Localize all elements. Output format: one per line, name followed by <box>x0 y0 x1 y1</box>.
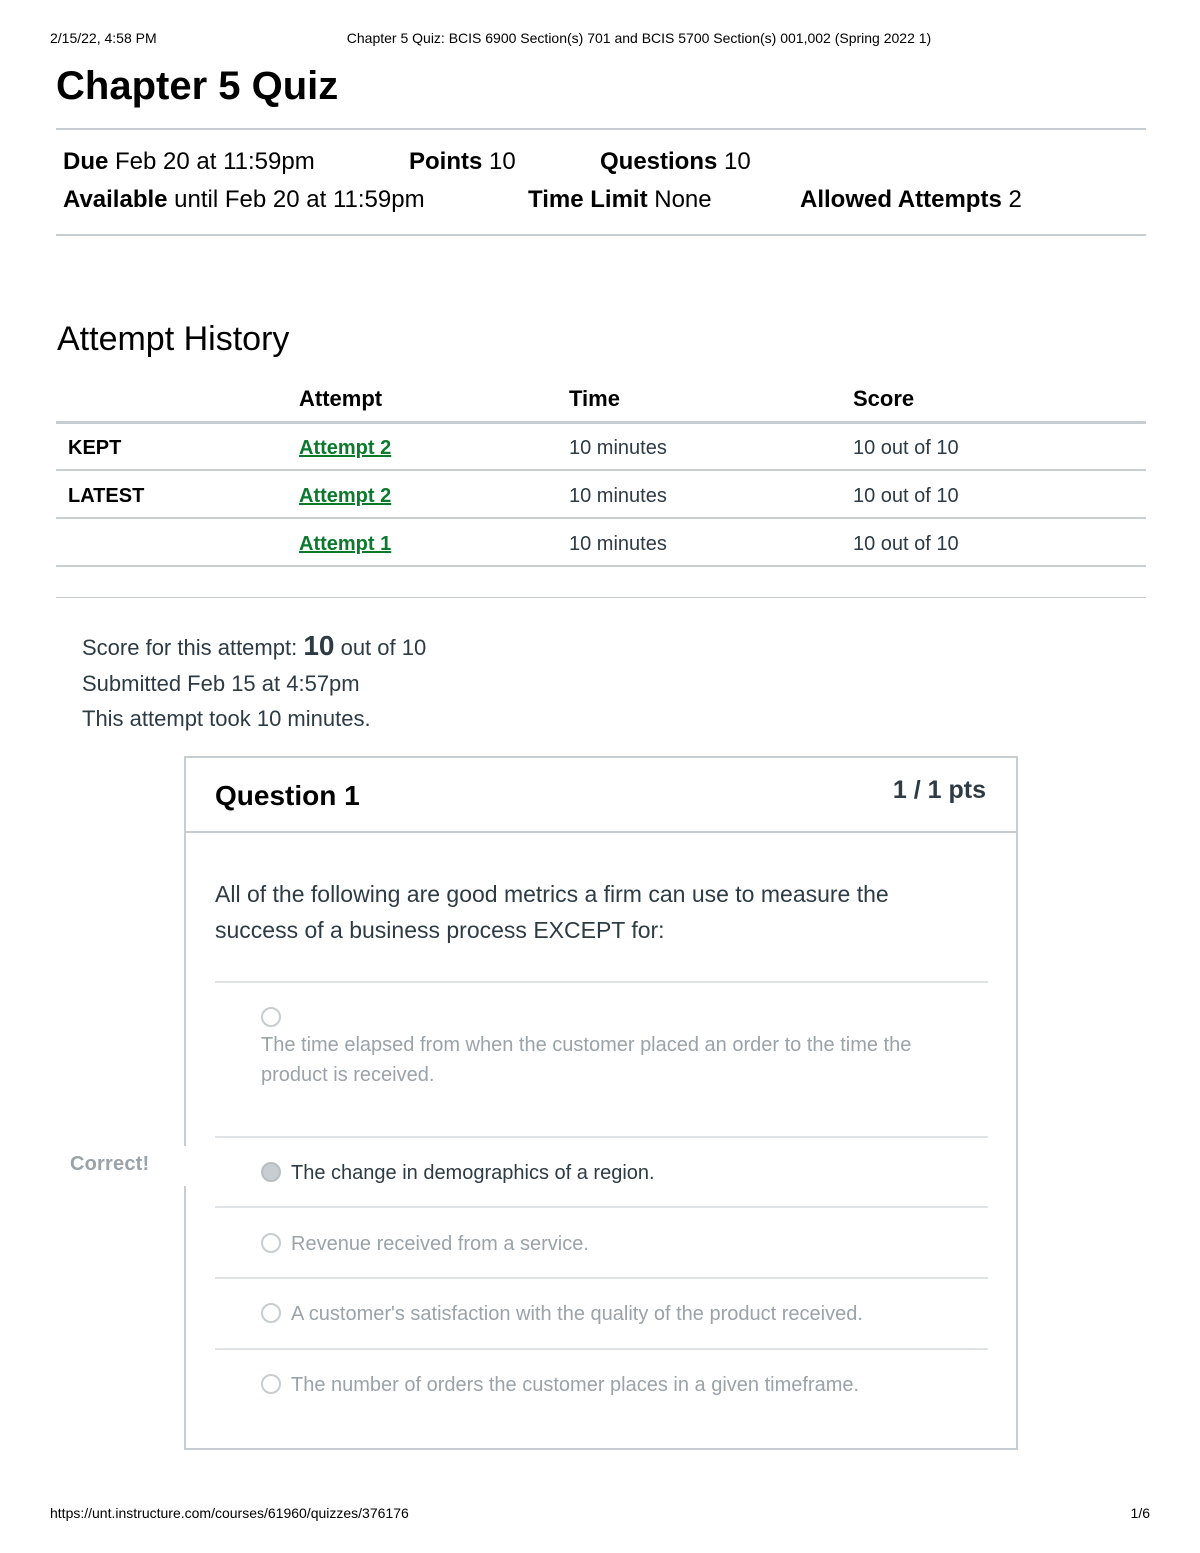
print-date: 2/15/22, 4:58 PM <box>50 30 157 46</box>
print-url: https://unt.instructure.com/courses/61960/quizzes/376176 <box>50 1505 409 1521</box>
row-status-label: LATEST <box>68 485 145 507</box>
print-header <box>50 30 1150 50</box>
page-title: Chapter 5 Quiz <box>56 64 339 108</box>
questions-detail <box>600 148 751 176</box>
question-text: All of the following are good metrics a firm can use to measure the success of a business process EXCEPT for: <box>215 881 889 943</box>
available-label: Available <box>63 186 168 213</box>
table-row <box>56 471 1146 519</box>
answer-divider <box>215 1136 988 1138</box>
due-detail <box>63 148 315 176</box>
radio-icon[interactable] <box>261 1374 281 1394</box>
answer-divider <box>215 1206 988 1208</box>
table-row <box>56 519 1146 567</box>
answer-divider <box>215 1348 988 1350</box>
print-page-number: 1/6 <box>1130 1505 1150 1521</box>
attempt-time: 10 minutes <box>569 437 667 459</box>
score-suffix: out of 10 <box>334 635 427 660</box>
attempt-score: 10 out of 10 <box>853 533 959 555</box>
score-value: 10 <box>303 630 335 661</box>
row-status-label: KEPT <box>68 437 122 459</box>
attempt-link[interactable]: Attempt 2 <box>299 437 392 459</box>
allowed-attempts-label: Allowed Attempts <box>800 186 1002 213</box>
attempt-score-summary <box>82 630 426 662</box>
answer-text: Revenue received from a service. <box>291 1233 589 1255</box>
table-row <box>56 423 1146 471</box>
question-card <box>184 756 1018 1450</box>
radio-icon[interactable] <box>261 1303 281 1323</box>
column-header-attempt: Attempt <box>299 386 383 411</box>
time-limit-value: None <box>654 186 712 213</box>
answer-text: The change in demographics of a region. <box>291 1162 655 1184</box>
time-limit-label: Time Limit <box>528 186 648 213</box>
questions-value: 10 <box>724 148 751 175</box>
print-doc-title: Chapter 5 Quiz: BCIS 6900 Section(s) 701 and BCIS 5700 Section(s) 001,002 (Spring 2022 1) <box>346 30 932 46</box>
allowed-attempts-detail <box>800 186 1022 214</box>
attempt-history-title: Attempt History <box>57 320 290 358</box>
due-label: Due <box>63 148 109 175</box>
divider <box>56 128 1146 130</box>
answer-text: The time elapsed from when the customer placed an order to the time the product is received. <box>261 1034 912 1086</box>
divider <box>56 234 1146 236</box>
divider <box>56 597 1146 598</box>
attempt-time: 10 minutes <box>569 533 667 555</box>
answer-divider <box>215 981 988 983</box>
column-header-score: Score <box>853 386 915 411</box>
points-label: Points <box>409 148 483 175</box>
correct-answer-tag <box>60 1146 186 1186</box>
submitted-text: Submitted Feb 15 at 4:57pm <box>82 671 360 696</box>
question-header <box>186 758 1016 833</box>
answer-text: A customer's satisfaction with the quality of the product received. <box>291 1303 863 1325</box>
radio-icon[interactable] <box>261 1007 281 1027</box>
questions-label: Questions <box>600 148 718 175</box>
points-value: 10 <box>489 148 516 175</box>
attempt-score: 10 out of 10 <box>853 437 959 459</box>
allowed-attempts-value: 2 <box>1008 186 1022 213</box>
available-value: until Feb 20 at 11:59pm <box>174 186 425 213</box>
score-prefix: Score for this attempt: <box>82 635 304 660</box>
question-points: 1 / 1 pts <box>892 776 986 804</box>
available-detail <box>63 186 425 214</box>
attempt-link[interactable]: Attempt 2 <box>299 485 392 507</box>
radio-icon[interactable] <box>261 1233 281 1253</box>
radio-selected-icon[interactable] <box>261 1162 281 1182</box>
attempt-time: 10 minutes <box>569 485 667 507</box>
due-value: Feb 20 at 11:59pm <box>115 148 315 175</box>
answer-divider <box>215 1277 988 1279</box>
attempt-score: 10 out of 10 <box>853 485 959 507</box>
attempt-link[interactable]: Attempt 1 <box>299 533 392 555</box>
correct-tag-label: Correct! <box>70 1153 150 1175</box>
question-title: Question 1 <box>215 780 360 811</box>
attempt-duration-text: This attempt took 10 minutes. <box>82 706 371 731</box>
column-header-time: Time <box>569 386 620 411</box>
points-detail <box>409 148 516 176</box>
time-limit-detail <box>528 186 712 214</box>
answer-text: The number of orders the customer places in a given timeframe. <box>291 1374 860 1396</box>
